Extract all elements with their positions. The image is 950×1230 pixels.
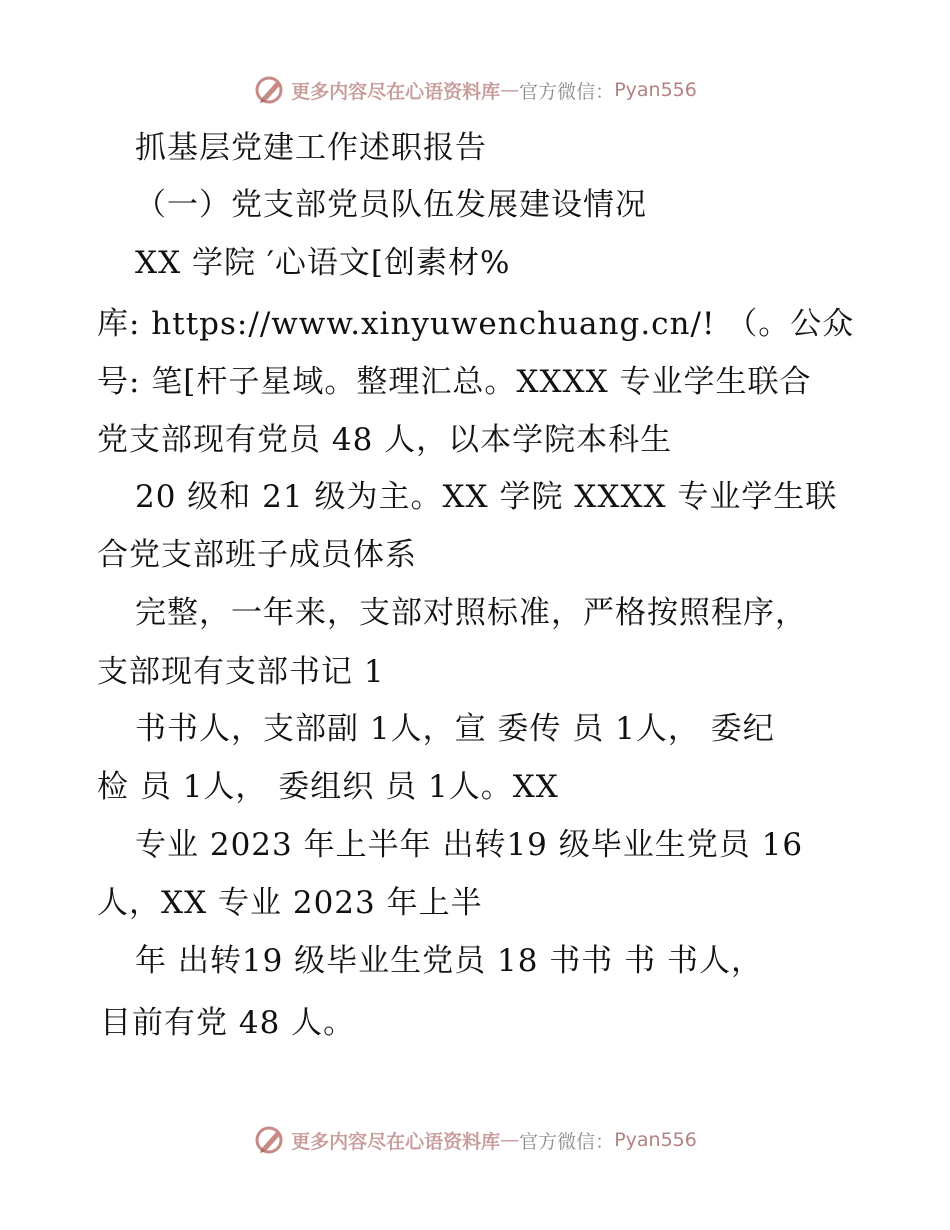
banner-wechat-id: Pyan556 [614, 1129, 697, 1151]
banner-wechat-label: 官方微信： [519, 80, 615, 103]
header-banner [0, 70, 950, 110]
body-line: XX 学院 ′心语文[创素材% [135, 245, 511, 281]
banner-wechat-id: Pyan556 [614, 79, 697, 101]
banner-separator: — [500, 79, 520, 101]
banner-main-text: 更多内容尽在心语资料库 [291, 80, 501, 103]
body-line: 检 员 1人， 委组织 员 1人。XX [97, 769, 559, 805]
body-line: 书书人，支部副 1人，宣 委传 员 1人， 委纪 [135, 711, 775, 747]
body-line: 党支部现有党员 48 人，以本学院本科生 [97, 422, 673, 458]
body-line: 人，XX 专业 2023 年上半 [97, 885, 483, 921]
body-line: 库: https://www.xinyuwenchuang.cn/! （。公众 [97, 306, 855, 342]
body-line: 目前有党 48 人。 [100, 1005, 356, 1041]
body-line: 20 级和 21 级为主。XX 学院 XXXX 专业学生联 [135, 479, 838, 515]
section-heading: （一）党支部党员队伍发展建设情况 [135, 187, 647, 223]
body-line: 合党支部班子成员体系 [97, 537, 417, 573]
body-line: 号: 笔[杆子星域。整理汇总。XXXX 专业学生联合 [97, 364, 812, 400]
body-line: 支部现有支部书记 1 [97, 654, 385, 690]
document-title: 抓基层党建工作述职报告 [135, 130, 487, 166]
footer-banner [0, 1120, 950, 1160]
banner-main-text: 更多内容尽在心语资料库 [291, 1130, 501, 1153]
pen-logo-icon [253, 1123, 287, 1157]
body-line: 完整，一年来，支部对照标准，严格按照程序， [135, 595, 807, 631]
banner-wechat-label: 官方微信： [519, 1130, 615, 1153]
pen-logo-icon [253, 73, 287, 107]
body-line: 年 出转19 级毕业生党员 18 书书 书 书人， [135, 943, 764, 979]
body-line: 专业 2023 年上半年 出转19 级毕业生党员 16 [135, 827, 804, 863]
banner-separator: — [500, 1129, 520, 1151]
